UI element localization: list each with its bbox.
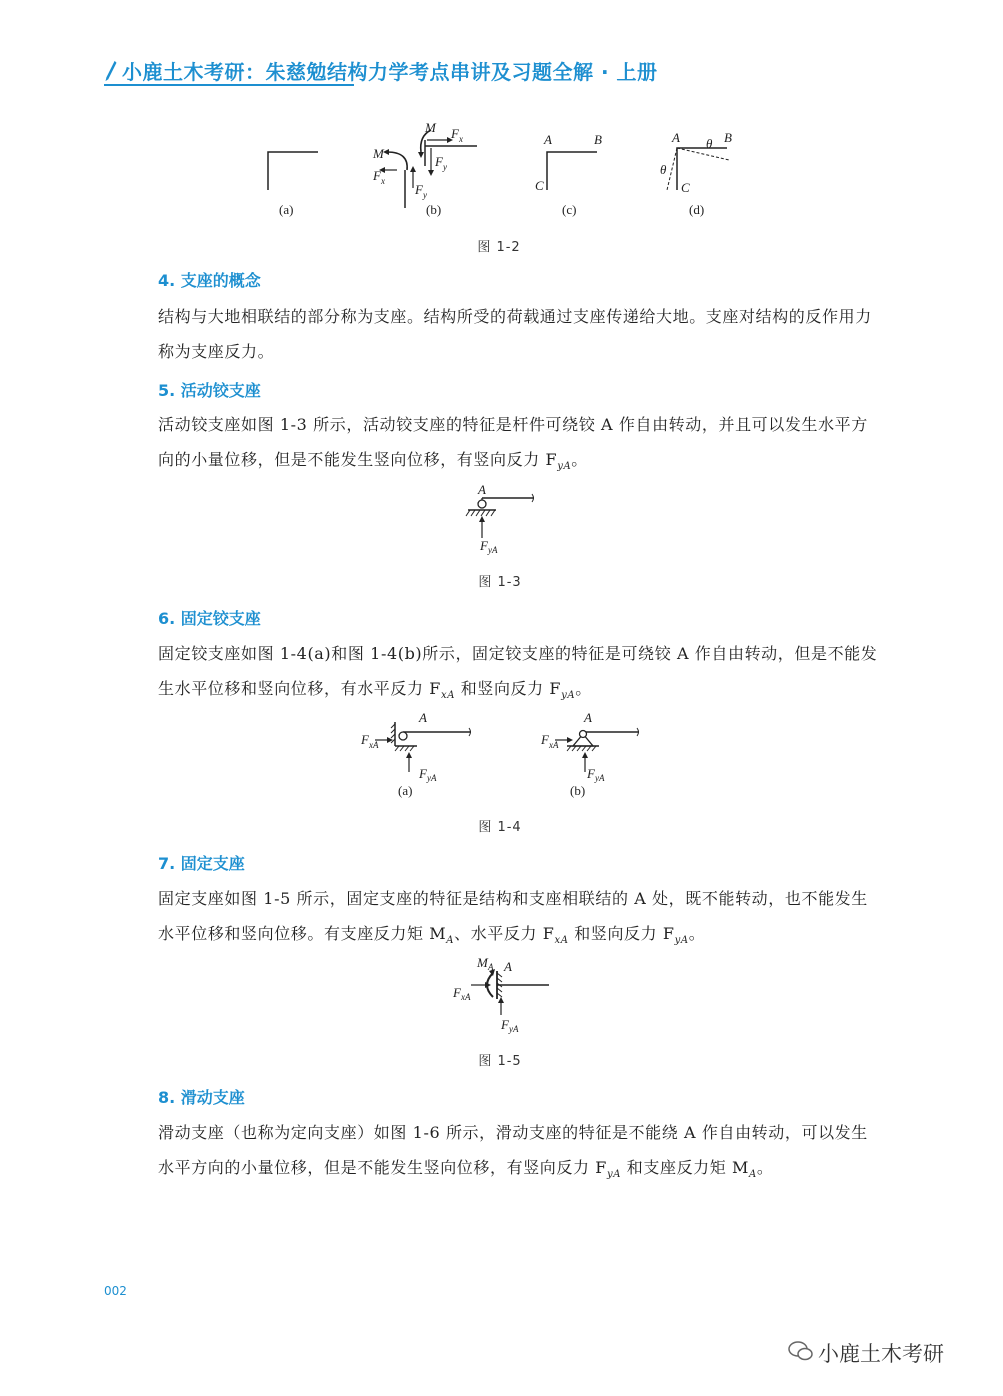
svg-text:C: C bbox=[681, 180, 690, 195]
section-6-title: 6. 固定铰支座 bbox=[158, 609, 261, 628]
svg-text:M: M bbox=[373, 146, 384, 161]
svg-text:x: x bbox=[381, 176, 385, 186]
svg-text:y: y bbox=[423, 190, 427, 200]
section-6-text: 固定铰支座如图 1-4(a)和图 1-4(b)所示，固定铰支座的特征是可绕铰 A 作自由转动，但是不能发生水平位移和竖向位移，有水平反力 $F_{xA}$ 和竖向反力 $F_{yA}$。 bbox=[158, 644, 878, 702]
svg-text:(d): (d) bbox=[689, 202, 705, 217]
fig-1-2c-frame bbox=[547, 152, 597, 190]
svg-text:yA: yA bbox=[488, 545, 498, 555]
svg-text:θ: θ bbox=[660, 162, 667, 177]
header-underline bbox=[104, 84, 354, 86]
section-8-title: 8. 滑动支座 bbox=[158, 1088, 245, 1107]
fig-1-2a-frame bbox=[268, 152, 318, 190]
svg-text:A: A bbox=[544, 132, 552, 147]
svg-text:A: A bbox=[419, 710, 427, 725]
svg-text:θ: θ bbox=[706, 136, 713, 151]
svg-text:xA: xA bbox=[549, 740, 559, 750]
svg-text:yA: yA bbox=[509, 1024, 519, 1034]
section-7-text: 固定支座如图 1-5 所示，固定支座的特征是结构和支座相联结的 A 处，既不能转动，也不能发生水平位移和竖向位移。有支座反力矩 $M_A$、水平反力 $F_{xA}$ 和竖向反力 $F_{yA}$。 bbox=[158, 889, 868, 947]
watermark-text: 小鹿土木考研 bbox=[818, 1342, 944, 1366]
svg-text:y: y bbox=[443, 162, 447, 172]
figure-1-3-caption: 图 1-3 bbox=[478, 575, 522, 590]
pen-icon bbox=[104, 60, 118, 82]
figure-1-5-caption: 图 1-5 bbox=[478, 1054, 522, 1069]
svg-text:(c): (c) bbox=[562, 202, 577, 217]
svg-text:A: A bbox=[478, 482, 486, 497]
svg-text:x: x bbox=[459, 134, 463, 144]
fig-1-2a-label: (a) bbox=[279, 202, 294, 217]
svg-text:F: F bbox=[451, 126, 459, 141]
svg-text:xA: xA bbox=[369, 740, 379, 750]
section-8-text: 滑动支座（也称为定向支座）如图 1-6 所示，滑动支座的特征是不能绕 A 作自由转动，可以发生水平方向的小量位移，但是不能发生竖向位移，有竖向反力 $F_{yA}$ 和支座反力矩 $M_A$。 bbox=[158, 1123, 868, 1181]
svg-text:yA: yA bbox=[427, 773, 437, 783]
wechat-icon bbox=[788, 1340, 814, 1362]
svg-text:M: M bbox=[425, 120, 436, 135]
svg-text:B: B bbox=[724, 130, 732, 145]
svg-text:yA: yA bbox=[595, 773, 605, 783]
section-4-text: 结构与大地相联结的部分称为支座。结构所受的荷载通过支座传递给大地。支座对结构的反作用力称为支座反力。 bbox=[158, 307, 872, 361]
svg-text:xA: xA bbox=[461, 992, 471, 1002]
section-5-title: 5. 活动铰支座 bbox=[158, 381, 261, 400]
svg-text:F: F bbox=[419, 766, 427, 781]
svg-text:A: A bbox=[672, 130, 680, 145]
svg-text:B: B bbox=[594, 132, 602, 147]
fig-1-4a-support bbox=[375, 722, 471, 772]
figure-1-4 bbox=[355, 708, 655, 803]
svg-text:F: F bbox=[541, 732, 549, 747]
section-4-title: 4. 支座的概念 bbox=[158, 271, 261, 290]
svg-text:C: C bbox=[535, 178, 544, 193]
svg-text:A: A bbox=[584, 710, 592, 725]
fig-1-2d-deformed bbox=[667, 148, 729, 190]
fig-1-4b-support bbox=[555, 728, 639, 772]
svg-text:F: F bbox=[480, 538, 488, 553]
figure-1-2-caption: 图 1-2 bbox=[477, 240, 521, 255]
section-7-title: 7. 固定支座 bbox=[158, 854, 245, 873]
header-title: 小鹿土木考研：朱慈勉结构力学考点串讲及习题全解 · 上册 bbox=[122, 60, 658, 84]
svg-text:M: M bbox=[477, 955, 488, 970]
page-number: 002 bbox=[104, 1284, 127, 1298]
svg-text:F: F bbox=[587, 766, 595, 781]
section-5-text: 活动铰支座如图 1-3 所示，活动铰支座的特征是杆件可绕铰 A 作自由转动，并且可以发生水平方向的小量位移，但是不能发生竖向位移，有竖向反力 $F_{yA}$。 bbox=[158, 415, 868, 473]
svg-text:(a): (a) bbox=[398, 783, 413, 798]
figure-1-2 bbox=[255, 118, 755, 228]
svg-text:F: F bbox=[501, 1017, 509, 1032]
figure-1-5 bbox=[445, 953, 555, 1038]
svg-text:A: A bbox=[488, 962, 494, 972]
svg-text:F: F bbox=[435, 154, 443, 169]
svg-text:F: F bbox=[415, 182, 423, 197]
svg-text:F: F bbox=[373, 168, 381, 183]
figure-1-3 bbox=[460, 482, 550, 557]
svg-text:F: F bbox=[361, 732, 369, 747]
svg-text:A: A bbox=[504, 959, 512, 974]
figure-1-4-caption: 图 1-4 bbox=[478, 820, 522, 835]
svg-text:(b): (b) bbox=[570, 783, 586, 798]
svg-text:(b): (b) bbox=[426, 202, 442, 217]
svg-text:F: F bbox=[453, 985, 461, 1000]
